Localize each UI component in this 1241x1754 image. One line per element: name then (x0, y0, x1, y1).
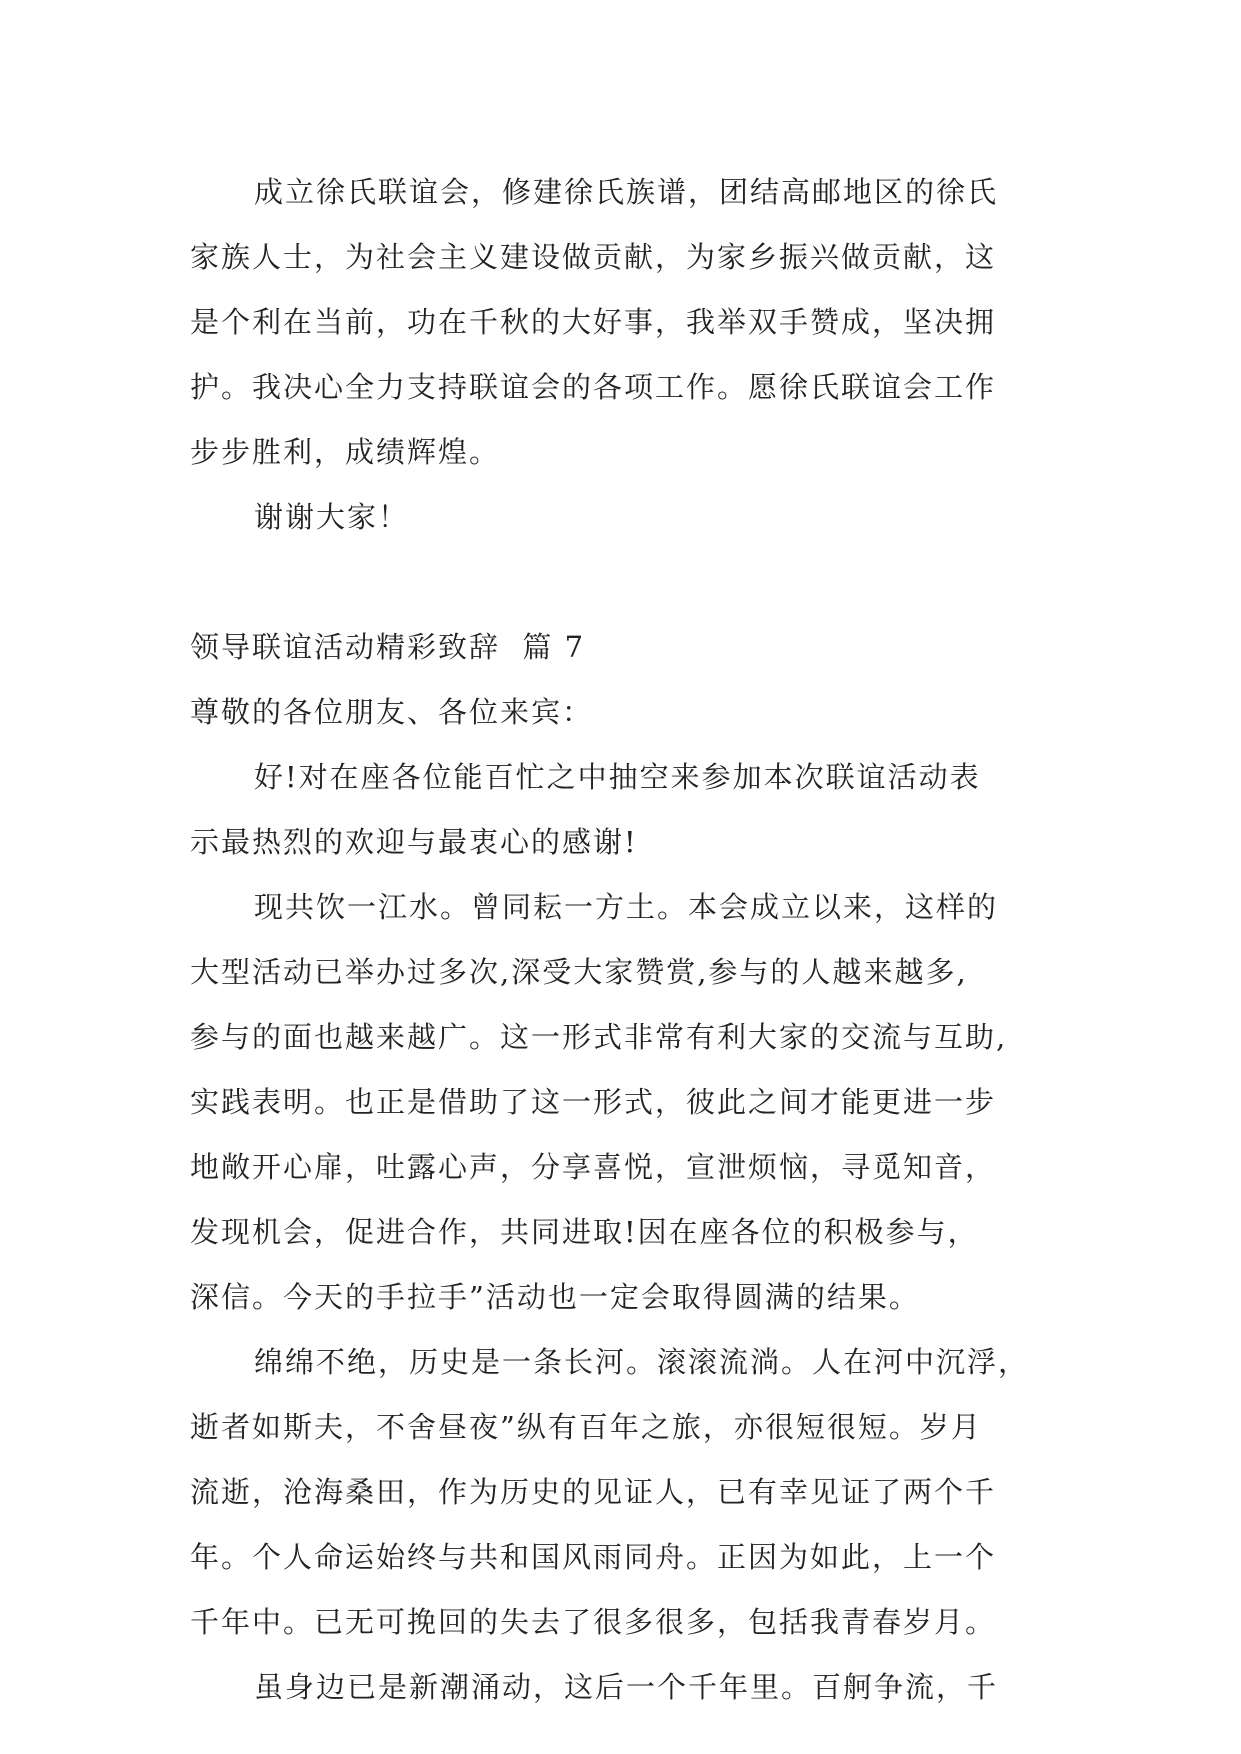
text-line: 参与的面也越来越广。这一形式非常有利大家的交流与互助, (190, 1020, 1008, 1054)
text-line: 年。个人命运始终与共和国风雨同舟。正因为如此，上一个 (190, 1540, 997, 1574)
paragraph-activity (190, 875, 1056, 1330)
text-line: 大型活动已举办过多次,深受大家赞赏,参与的人越来越多, (190, 955, 968, 989)
text-line: 好!对在座各位能百忙之中抽空来参加本次联谊活动表 (254, 760, 981, 794)
text-line: 逝者如斯夫，不舍昼夜”纵有百年之旅，亦很短很短。岁月 (190, 1410, 982, 1444)
text-line: 实践表明。也正是借助了这一形式，彼此之间才能更进一步 (190, 1085, 997, 1119)
text-line: 千年中。已无可挽回的失去了很多很多，包括我青春岁月。 (190, 1605, 997, 1639)
intro-paragraph (190, 160, 1056, 485)
text-line: 发现机会，促进合作，共同进取!因在座各位的积极参与， (190, 1215, 979, 1249)
salutation-paragraph (190, 680, 1056, 745)
paragraph-history (190, 1330, 1056, 1655)
text-line: 深信。今天的手拉手”活动也一定会取得圆满的结果。 (190, 1280, 920, 1314)
section-title: 领导联谊活动精彩致辞 篇 7 (190, 630, 586, 664)
text-line: 示最热烈的欢迎与最衷心的感谢! (190, 825, 638, 859)
paragraph-new-era (190, 1655, 1056, 1720)
paragraph-welcome (190, 745, 1056, 875)
salutation-text: 尊敬的各位朋友、各位来宾： (190, 695, 594, 729)
text-line: 绵绵不绝，历史是一条长河。滚滚流淌。人在河中沉浮， (254, 1345, 1030, 1379)
text-line: 是个利在当前，功在千秋的大好事，我举双手赞成，坚决拥 (190, 305, 997, 339)
document-body (190, 160, 1056, 1720)
thanks-paragraph (190, 485, 1056, 550)
text-line: 家族人士，为社会主义建设做贡献，为家乡振兴做贡献，这 (190, 240, 997, 274)
text-line: 现共饮一江水。曾同耘一方土。本会成立以来，这样的 (254, 890, 999, 924)
section-spacer (190, 550, 1056, 615)
text-line: 护。我决心全力支持联谊会的各项工作。愿徐氏联谊会工作 (190, 370, 997, 404)
thanks-text: 谢谢大家！ (254, 500, 410, 534)
text-line: 虽身边已是新潮涌动，这后一个千年里。百舸争流，千 (254, 1670, 999, 1704)
text-line: 成立徐氏联谊会，修建徐氏族谱，团结高邮地区的徐氏 (254, 175, 999, 209)
text-line: 步步胜利，成绩辉煌。 (190, 435, 501, 469)
text-line: 流逝，沧海桑田，作为历史的见证人，已有幸见证了两个千 (190, 1475, 997, 1509)
text-line: 地敞开心扉，吐露心声，分享喜悦，宣泄烦恼，寻觅知音， (190, 1150, 997, 1184)
section-heading (190, 615, 1056, 680)
